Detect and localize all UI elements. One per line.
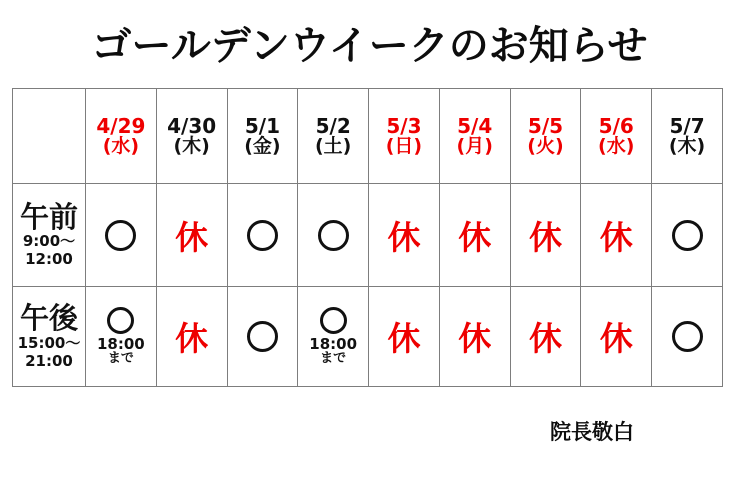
weekday-label: (金) [244,134,281,157]
hours-end-afternoon: 21:00 [25,351,73,370]
period-label-morning: 午前 [19,199,78,234]
date-label: 5/3 [386,113,422,138]
weekday-label: (日) [385,134,423,157]
closed-symbol: 休 [458,217,492,257]
period-label-afternoon: 午後 [19,301,78,336]
schedule-cell [156,287,227,387]
open-circle-symbol [672,321,703,352]
closed-symbol: 休 [387,217,421,257]
date-header-row [13,89,723,184]
weekday-label: (火) [527,134,564,157]
schedule-cell [510,287,581,387]
date-header-cell [652,89,723,184]
corner-cell [13,89,86,184]
closed-symbol: 休 [458,319,492,358]
hours-end-morning: 12:00 [25,250,73,269]
date-header-cell [227,89,298,184]
schedule-cell [298,287,369,387]
open-circle-symbol [107,307,134,334]
date-header-cell [298,89,369,184]
schedule-cell [156,184,227,287]
closed-symbol: 休 [528,217,562,257]
date-header-cell [581,89,652,184]
limited-hours-note: まで [320,351,347,367]
closed-symbol: 休 [599,319,633,358]
closed-symbol: 休 [528,319,562,358]
schedule-cell [227,287,298,387]
limited-hours-note: まで [107,351,134,367]
schedule-cell [227,184,298,287]
hours-start-afternoon: 15:00～ [17,333,81,352]
schedule-cell [439,287,510,387]
date-header-cell [86,89,157,184]
schedule-cell [369,184,440,287]
closed-symbol: 休 [599,217,633,257]
schedule-cell [652,287,723,387]
date-label: 5/5 [527,113,564,138]
page-title: ゴールデンウイークのお知らせ [91,23,648,69]
date-label: 5/6 [598,113,634,138]
schedule-row-afternoon [13,287,723,387]
schedule-cell [510,184,581,287]
date-header-cell [156,89,227,184]
weekday-label: (水) [102,134,140,157]
limited-hours-note: 18:00 [309,334,358,353]
limited-hours-note: 18:00 [97,334,145,353]
schedule-cell [581,287,652,387]
schedule-cell [86,287,157,387]
date-header-cell [510,89,581,184]
schedule-table [12,88,723,387]
signature: 院長敬白 [550,420,634,444]
schedule-cell [298,184,369,287]
row-header-morning [13,184,86,287]
schedule-cell [652,184,723,287]
date-label: 5/4 [457,113,493,138]
weekday-label: (水) [598,134,635,157]
date-label: 5/1 [244,113,280,138]
open-circle-symbol [247,220,278,251]
schedule-cell [439,184,510,287]
open-circle-symbol [247,321,278,352]
date-label: 4/30 [167,113,217,138]
date-label: 5/2 [315,113,351,138]
weekday-label: (月) [456,134,493,157]
weekday-label: (土) [314,134,352,157]
date-label: 4/29 [96,113,146,138]
closed-symbol: 休 [387,319,421,358]
open-circle-symbol [318,220,349,251]
closed-symbol: 休 [175,217,209,257]
schedule-cell [369,287,440,387]
weekday-label: (木) [668,134,706,157]
weekday-label: (木) [173,134,210,157]
schedule-cell [86,184,157,287]
open-circle-symbol [105,220,136,251]
hours-start-morning: 9:00～ [22,232,76,251]
date-header-cell [439,89,510,184]
row-header-afternoon [13,287,86,387]
closed-symbol: 休 [175,319,209,358]
open-circle-symbol [320,307,347,334]
schedule-cell [581,184,652,287]
open-circle-symbol [672,220,703,251]
date-header-cell [369,89,440,184]
date-label: 5/7 [669,113,705,138]
schedule-row-morning [13,184,723,287]
